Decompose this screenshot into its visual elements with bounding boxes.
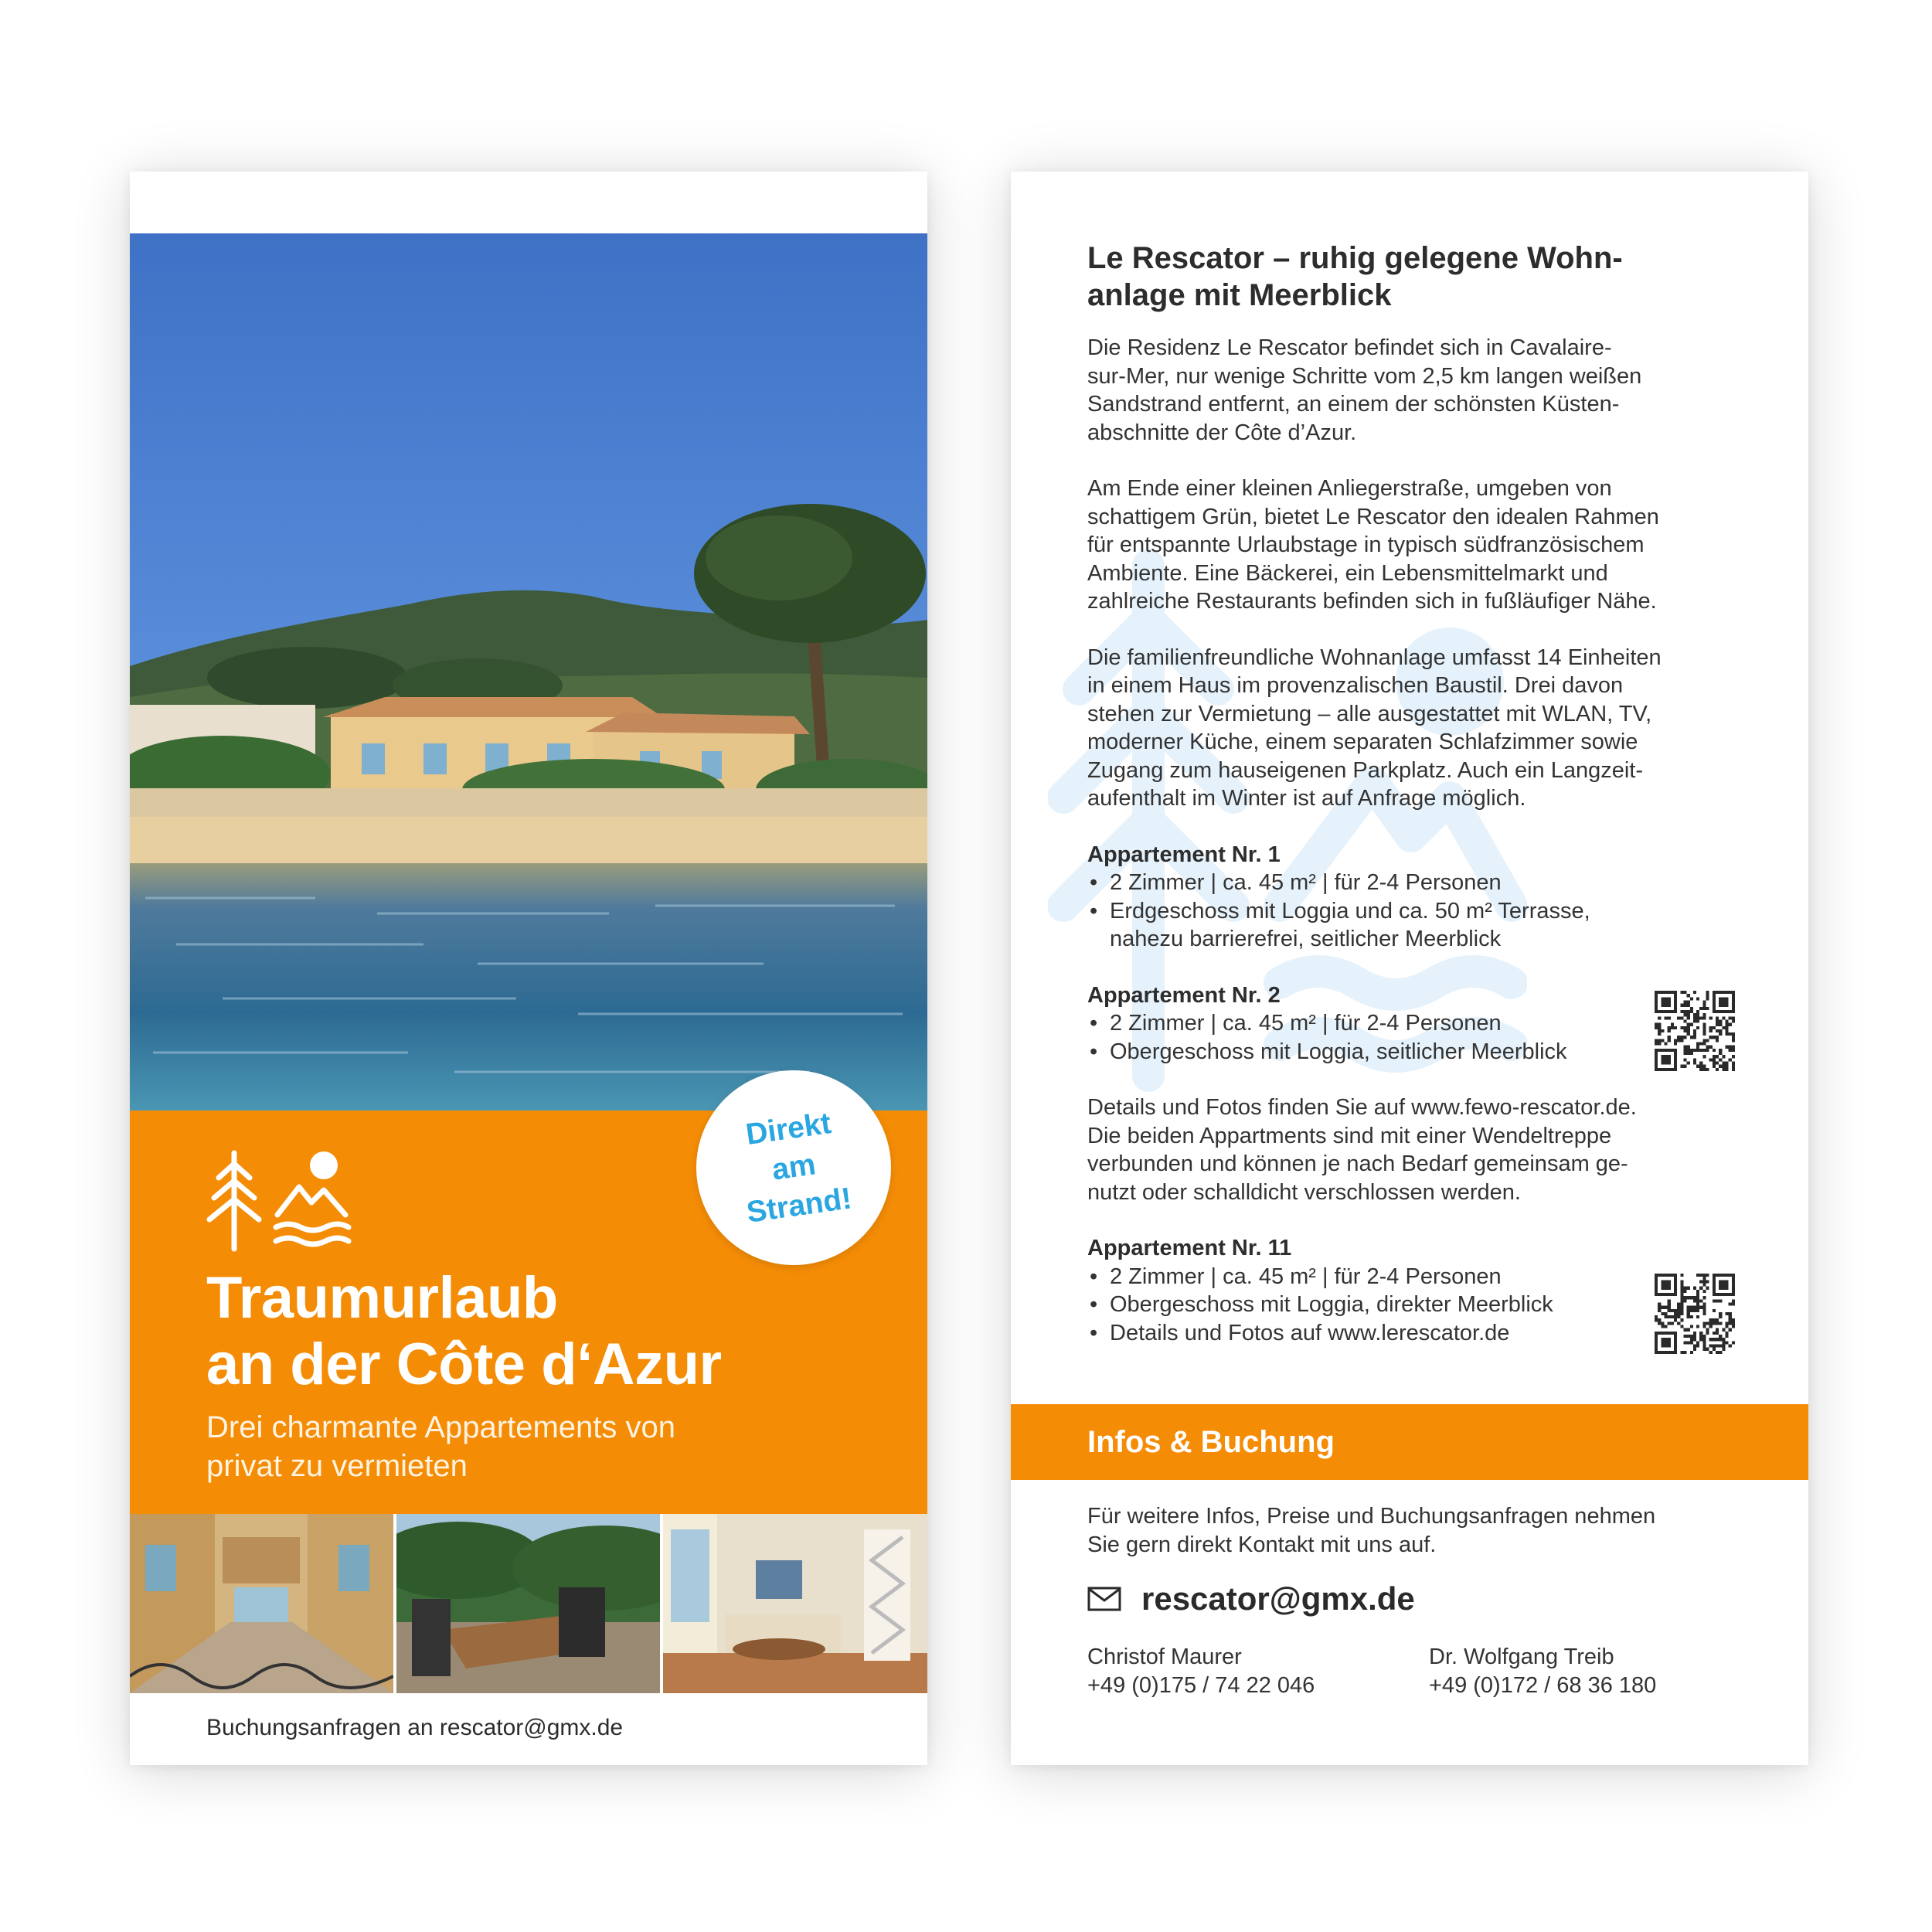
- contact-phone[interactable]: +49 (0)175 / 74 22 046: [1087, 1672, 1315, 1698]
- tree-mountain-waves-logo: [203, 1147, 358, 1255]
- list-item: • 2 Zimmer | ca. 45 m² | für 2-4 Personen: [1087, 869, 1744, 897]
- qr-code-apt11[interactable]: [1655, 1274, 1735, 1354]
- email-row[interactable]: [1087, 1580, 1415, 1618]
- contact-name: Dr. Wolfgang Treib: [1429, 1645, 1614, 1669]
- list-item: • Obergeschoss mit Loggia, direkter Meerblick: [1087, 1291, 1744, 1319]
- photo-living-room: [663, 1514, 927, 1693]
- apt11-title: Appartement Nr. 11: [1087, 1236, 1292, 1260]
- info-title: Infos & Buchung: [1087, 1425, 1335, 1459]
- apt1-features: [1087, 869, 1744, 954]
- details-paragraph: Details und Fotos finden Sie auf www.fewo-rescator.de. Die beiden Appartments sind mit einer Wendeltreppe verbunden und können je nach Bedarf gemeinsam ge- nutzt oder schalldicht verschlossen werden.: [1087, 1095, 1637, 1205]
- photo-terrace: [396, 1514, 660, 1693]
- back-content: [1087, 240, 1744, 1375]
- qr-code-apt2[interactable]: [1655, 991, 1735, 1071]
- beach-badge: [696, 1070, 891, 1265]
- photo-strip: [130, 1514, 927, 1693]
- front-subtitle: Drei charmante Appartements von privat zu vermieten: [206, 1410, 675, 1483]
- apt2-title: Appartement Nr. 2: [1087, 982, 1281, 1008]
- contact-person-2: [1429, 1643, 1656, 1699]
- list-item: • 2 Zimmer | ca. 45 m² | für 2-4 Personen: [1087, 1263, 1744, 1291]
- email-link[interactable]: rescator@gmx.de: [1141, 1580, 1415, 1617]
- contact-phone[interactable]: +49 (0)172 / 68 36 180: [1429, 1672, 1657, 1698]
- list-item: • 2 Zimmer | ca. 45 m² | für 2-4 Personen: [1087, 1009, 1744, 1038]
- hero-photo-beach: [130, 233, 927, 1111]
- location-paragraph: Am Ende einer kleinen Anliegerstraße, umgeben von schattigem Grün, bietet Le Rescator den idealen Rahmen für entspannte Urlaubstage in typisch südfranzösischem Ambiente. Eine Bäckerei, ein Lebensmittelmarkt und zahlreiche Restaurants befinden sich in fußläufiger Nähe.: [1087, 476, 1659, 614]
- flyer-back: [1011, 172, 1808, 1765]
- mail-icon: [1087, 1587, 1121, 1611]
- intro-paragraph: Die Residenz Le Rescator befindet sich in Cavalaire- sur-Mer, nur wenige Schritte vom 2,5 km langen weißen Sandstrand entfernt, an einem der schönsten Küsten- abschnitte der Côte d’Azur.: [1087, 335, 1642, 445]
- contact-text: Für weitere Infos, Preise und Buchungsanfragen nehmen Sie gern direkt Kontakt mit uns auf.: [1087, 1504, 1656, 1557]
- info-bar: [1011, 1404, 1808, 1480]
- apt11-features: [1087, 1263, 1744, 1348]
- list-item: • Details und Fotos auf www.lerescator.de: [1087, 1319, 1744, 1348]
- front-footer: Buchungsanfragen an rescator@gmx.de: [206, 1715, 624, 1740]
- apt1-title: Appartement Nr. 1: [1087, 842, 1281, 867]
- flyer-front: [130, 172, 927, 1765]
- front-title: Traumurlaub an der Côte d‘Azur: [206, 1265, 722, 1397]
- list-item: • Erdgeschoss mit Loggia und ca. 50 m² Terrasse, nahezu barrierefrei, seitlicher Meerblick: [1087, 897, 1744, 954]
- photo-courtyard: [130, 1514, 393, 1693]
- apt2-features: [1087, 1009, 1744, 1066]
- list-item: • Obergeschoss mit Loggia, seitlicher Meerblick: [1087, 1038, 1744, 1066]
- contact-person-1: [1087, 1643, 1315, 1699]
- badge-text: Direkt am Strand!: [743, 1107, 854, 1230]
- contact-name: Christof Maurer: [1087, 1645, 1242, 1669]
- complex-paragraph: Die familienfreundliche Wohnanlage umfasst 14 Einheiten in einem Haus im provenzalischen Baustil. Drei davon stehen zur Vermietung – alle ausgestattet mit WLAN, TV, moderner Küche, einem separaten Schlafzimmer sowie Zugang zum hauseigenen Parkplatz. Auch ein Langzeit- aufenthalt im Winter ist auf Anfrage möglich.: [1087, 645, 1662, 811]
- back-title: Le Rescator – ruhig gelegene Wohn- anlage mit Meerblick: [1087, 241, 1623, 312]
